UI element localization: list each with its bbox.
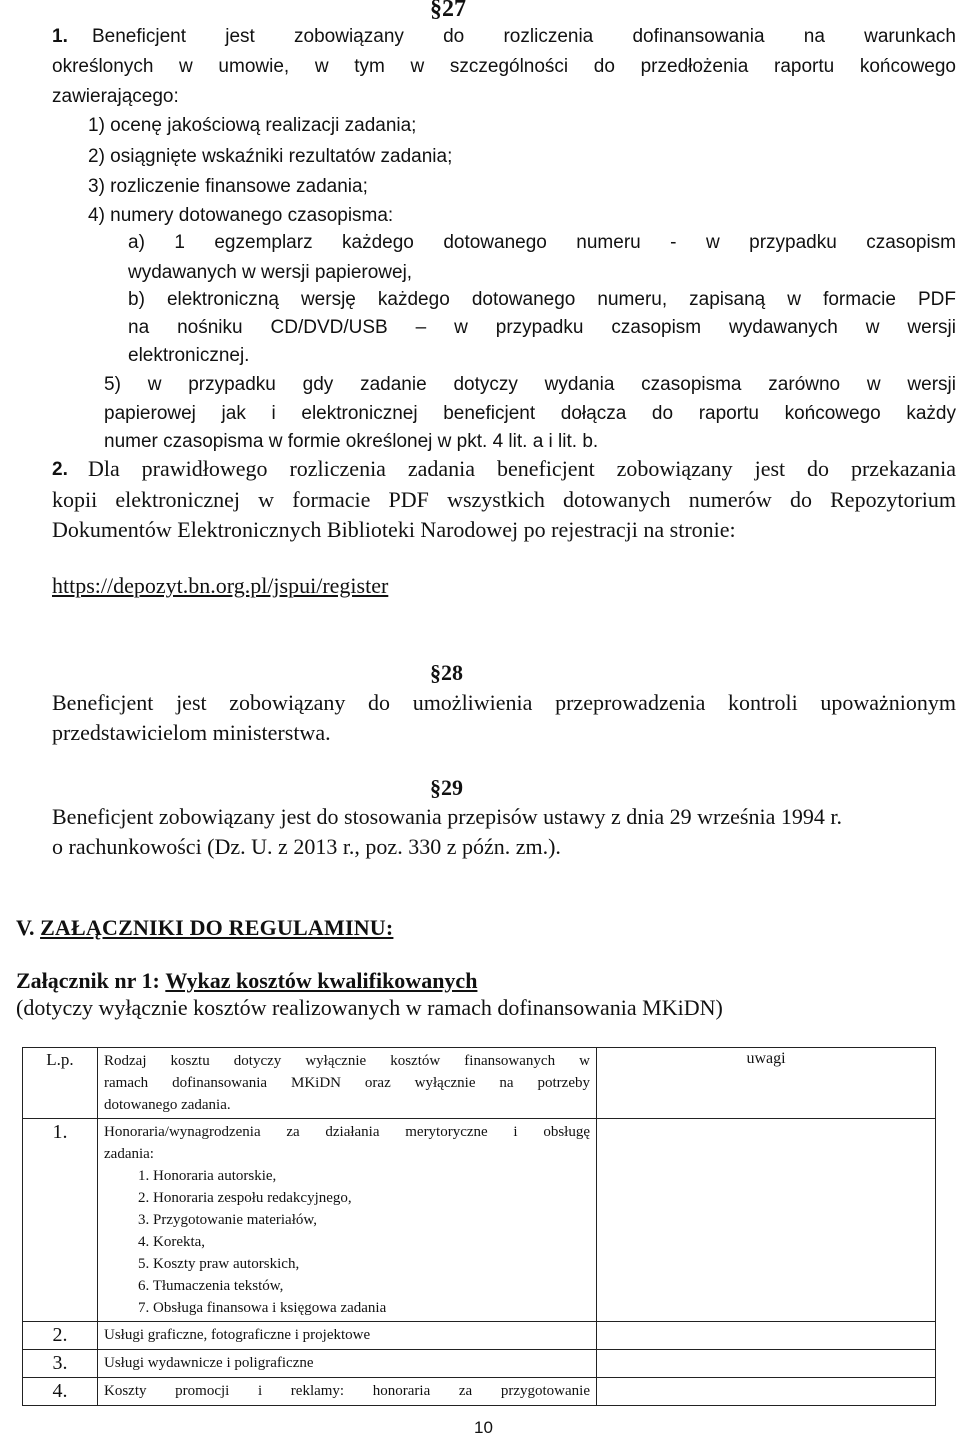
row-cost-type: Usługi wydawnicze i poligraficzne — [98, 1350, 597, 1378]
row-lp: 3. — [23, 1350, 98, 1378]
section-29-heading: §29 — [430, 775, 463, 800]
sub-item: elektronicznej. — [128, 345, 250, 366]
paragraph-1-line: zawierającego: — [52, 86, 179, 107]
list-item: 3) rozliczenie finansowe zadania; — [88, 176, 368, 197]
list-item: 5. Koszty praw autorskich, — [138, 1256, 300, 1272]
section-29-line: Beneficjent zobowiązany jest do stosowania przepisów ustawy z dnia 29 września 1994 r. — [52, 804, 842, 829]
row-lp: 2. — [23, 1322, 98, 1350]
paragraph-1-number: 1. — [52, 26, 68, 47]
paragraph-2-line: kopii elektronicznej w formacie PDF wszystkich dotowanych numerów do Repozytorium — [52, 487, 956, 512]
row-cost-type-line: zadania: — [104, 1146, 154, 1162]
paragraph-1-line: Beneficjent jest zobowiązany do rozliczenia dofinansowania na warunkach — [92, 26, 956, 47]
header-lp: L.p. — [23, 1048, 98, 1119]
row-remarks — [597, 1119, 936, 1322]
attachment-title: Wykaz kosztów kwalifikowanych — [165, 968, 478, 993]
item-5-line: papierowej jak i elektronicznej beneficjent dołącza do raportu końcowego każdy — [104, 403, 956, 424]
paragraph-1-line: określonych w umowie, w tym w szczególności do przedłożenia raportu końcowego — [52, 56, 956, 77]
eligible-costs-table — [22, 1047, 936, 1406]
attachment-note: (dotyczy wyłącznie kosztów realizowanych w ramach dofinansowania MKiDN) — [16, 995, 723, 1020]
attachment-label: Załącznik nr 1: — [16, 968, 160, 993]
sub-item: a) 1 egzemplarz każdego dotowanego numeru - w przypadku czasopism — [128, 232, 956, 253]
row-lp: 4. — [23, 1378, 98, 1406]
row-cost-type: Usługi graficzne, fotograficzne i projektowe — [98, 1322, 597, 1350]
row-cost-type — [98, 1378, 597, 1406]
item-5-line: 5) w przypadku gdy zadanie dotyczy wydania czasopisma zarówno w wersji — [104, 374, 956, 395]
section-28-heading: §28 — [430, 660, 463, 685]
table-row — [23, 1322, 936, 1350]
chapter-title: ZAŁĄCZNIKI DO REGULAMINU: — [40, 915, 394, 940]
page-number: 10 — [474, 1418, 493, 1437]
list-item: 1. Honoraria autorskie, — [138, 1168, 277, 1184]
header-cost-type — [98, 1048, 597, 1119]
row-remarks — [597, 1350, 936, 1378]
row-cost-type — [98, 1119, 597, 1322]
row-cost-type-line: Honoraria/wynagrodzenia za działania merytoryczne i obsługę — [104, 1124, 590, 1140]
cost-sublist — [104, 1165, 590, 1319]
paragraph-2-line: Dokumentów Elektronicznych Biblioteki Narodowej po rejestracji na stronie: — [52, 517, 736, 542]
paragraph-2-line: Dla prawidłowego rozliczenia zadania beneficjent zobowiązany jest do przekazania — [88, 456, 956, 481]
section-27-heading: §27 — [430, 0, 466, 22]
row-remarks — [597, 1378, 936, 1406]
table-row — [23, 1378, 936, 1406]
list-item: 2) osiągnięte wskaźniki rezultatów zadania; — [88, 146, 453, 167]
list-item: 4) numery dotowanego czasopisma: — [88, 205, 394, 226]
list-item: 7. Obsługa finansowa i księgowa zadania — [138, 1300, 387, 1316]
list-item: 3. Przygotowanie materiałów, — [138, 1212, 317, 1228]
sub-item: na nośniku CD/DVD/USB – w przypadku czasopism wydawanych w wersji — [128, 317, 956, 338]
item-5-line: numer czasopisma w formie określonej w pkt. 4 lit. a i lit. b. — [104, 431, 599, 452]
section-28-line: Beneficjent jest zobowiązany do umożliwienia przeprowadzenia kontroli upoważnionym — [52, 690, 956, 715]
table-header-row — [23, 1048, 936, 1119]
row-cost-type-line: Koszty promocji i reklamy: honoraria za przygotowanie — [104, 1383, 590, 1399]
section-28-line: przedstawicielom ministerstwa. — [52, 720, 331, 745]
list-item: 6. Tłumaczenia tekstów, — [138, 1278, 284, 1294]
row-remarks — [597, 1322, 936, 1350]
header-cost-type-line: dotowanego zadania. — [104, 1097, 231, 1113]
header-cost-type-line: Rodzaj kosztu dotyczy wyłącznie kosztów finansowanych w — [104, 1053, 590, 1069]
repository-register-link[interactable]: https://depozyt.bn.org.pl/jspui/register — [52, 573, 389, 598]
chapter-number: V. — [16, 915, 35, 940]
paragraph-2-number: 2. — [52, 459, 68, 480]
table-row — [23, 1350, 936, 1378]
section-29-line: o rachunkowości (Dz. U. z 2013 r., poz. 330 z późn. zm.). — [52, 834, 561, 859]
header-cost-type-line: ramach dofinansowania MKiDN oraz wyłącznie na potrzeby — [104, 1075, 590, 1091]
list-item: 2. Honoraria zespołu redakcyjnego, — [138, 1190, 352, 1206]
chapter-heading — [16, 915, 393, 941]
list-item: 1) ocenę jakościową realizacji zadania; — [88, 115, 417, 136]
list-item: 4. Korekta, — [138, 1234, 206, 1250]
attachment-heading — [16, 968, 477, 994]
header-remarks: uwagi — [597, 1048, 936, 1119]
table-row — [23, 1119, 936, 1322]
row-lp: 1. — [23, 1119, 98, 1322]
sub-item: wydawanych w wersji papierowej, — [128, 262, 413, 283]
sub-item: b) elektroniczną wersję każdego dotowanego numeru, zapisaną w formacie PDF — [128, 289, 956, 310]
